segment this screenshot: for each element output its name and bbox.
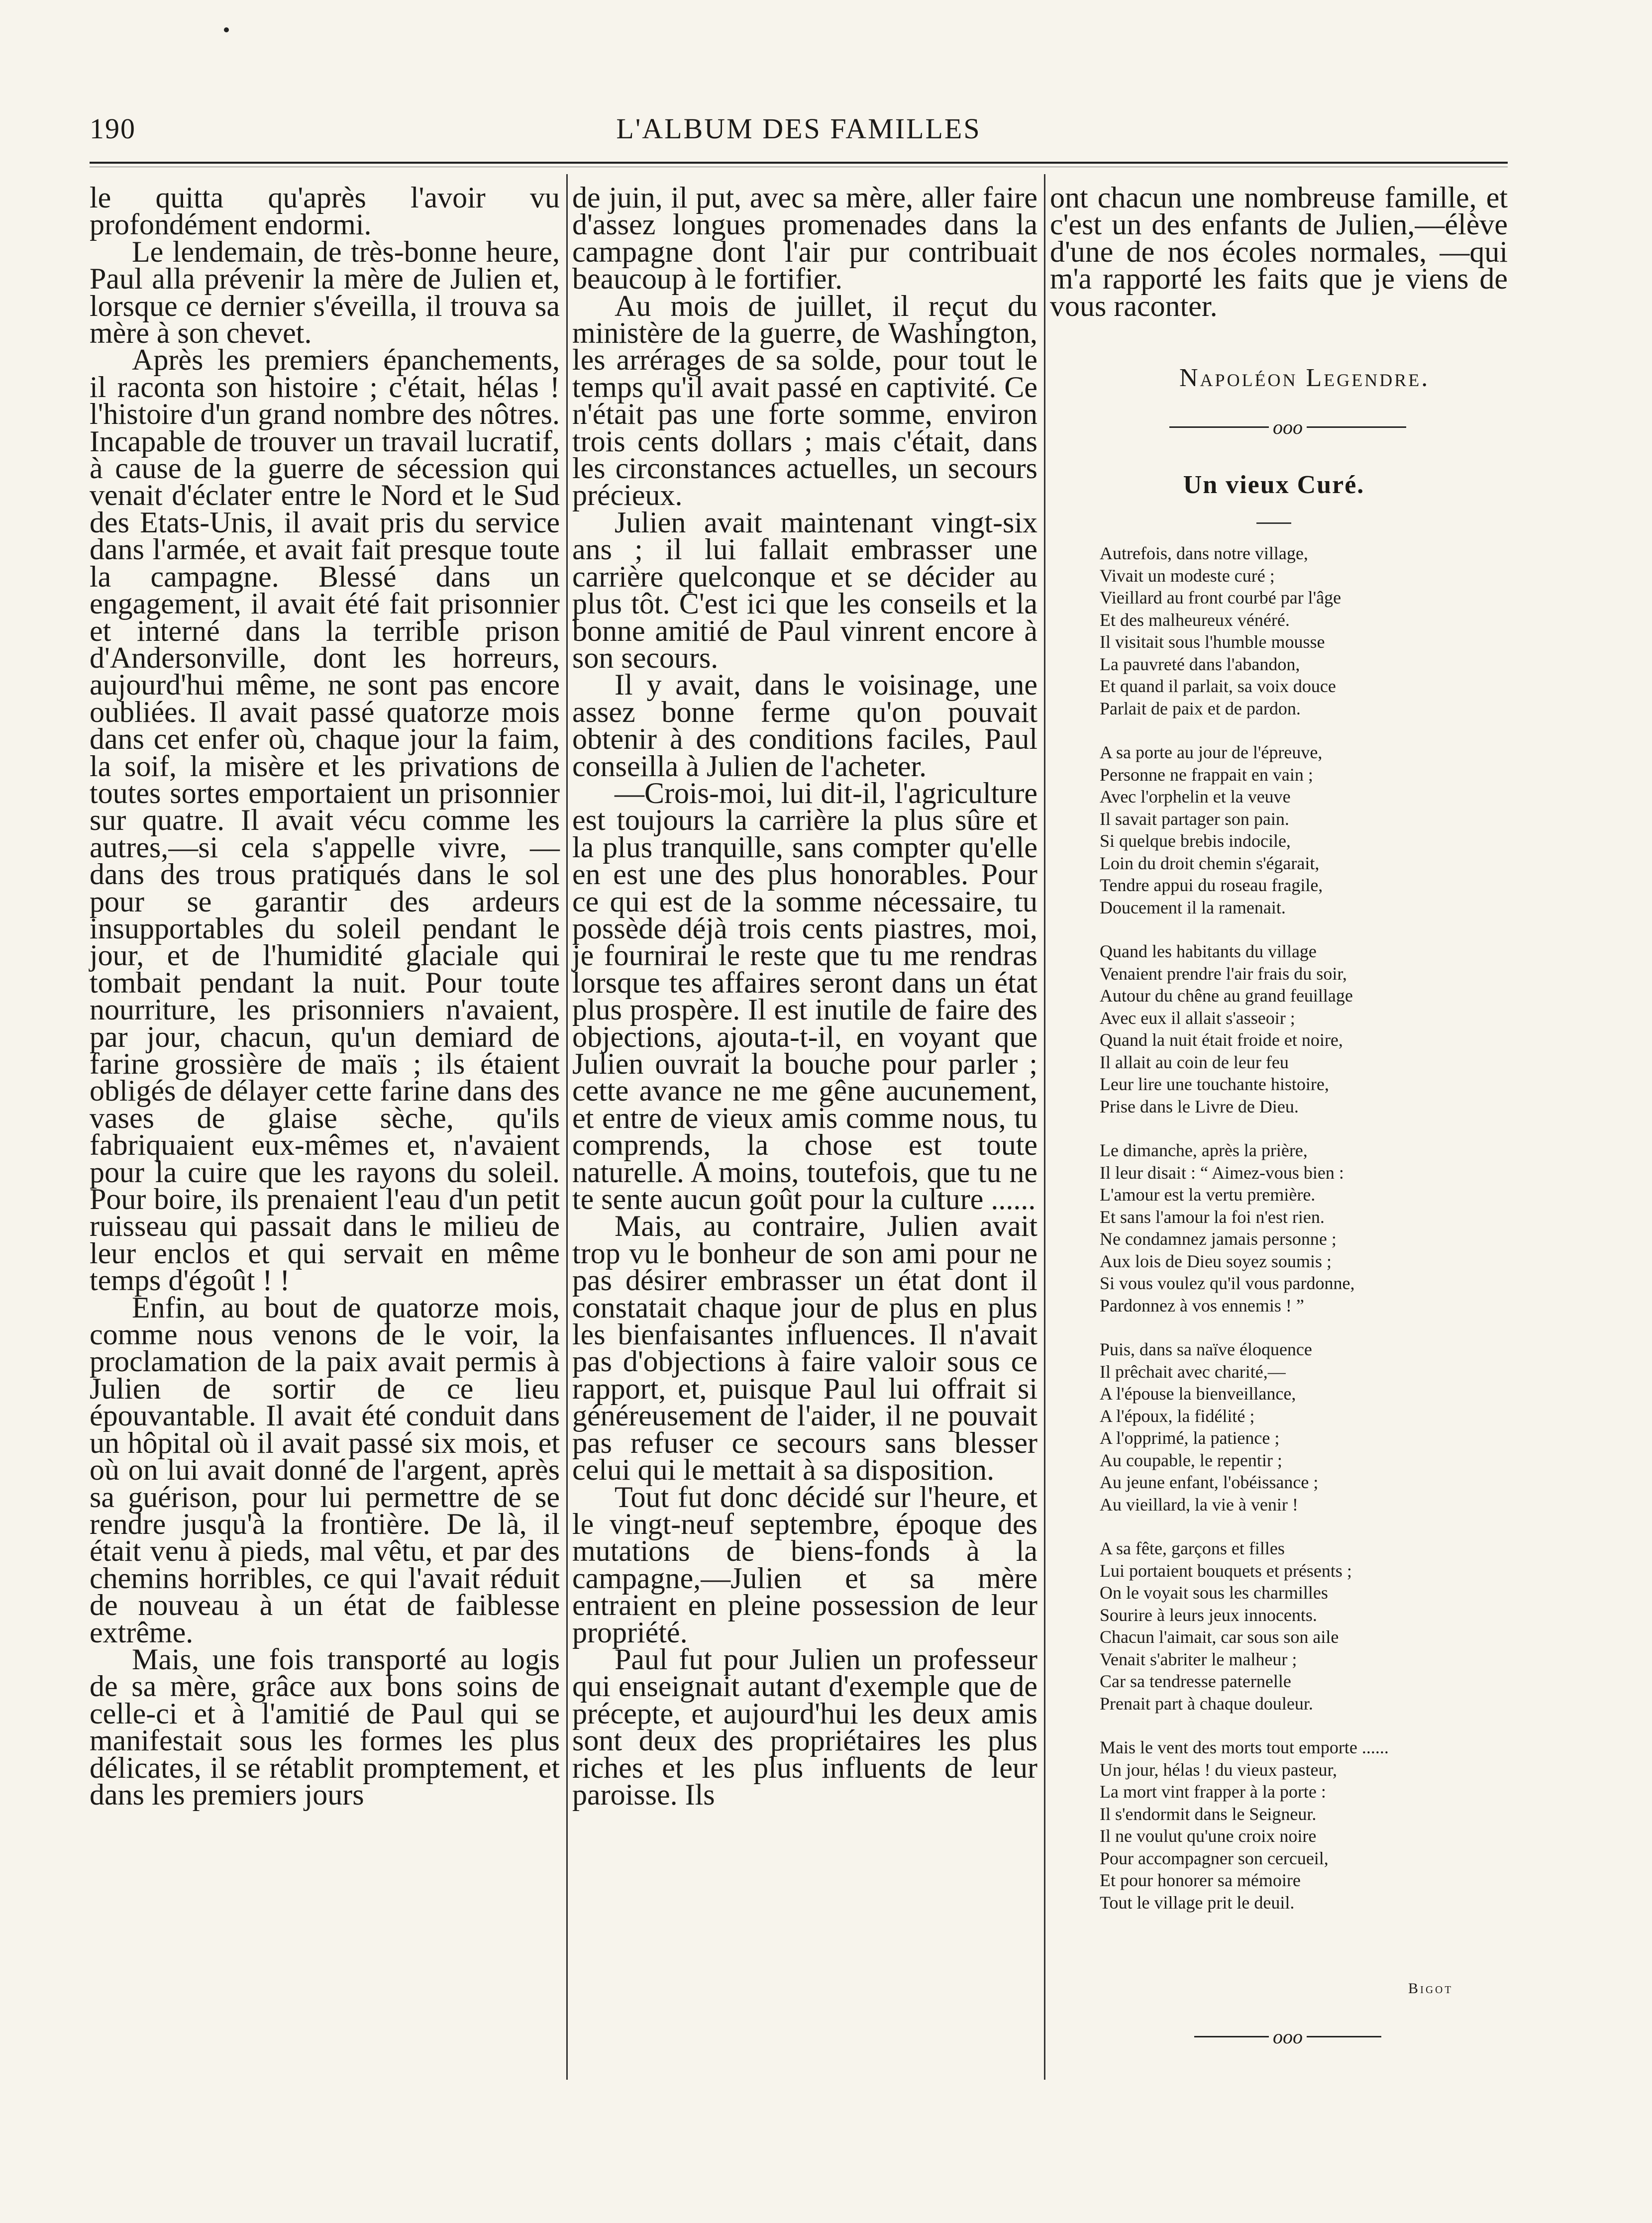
poem-line: Prise dans le Livre de Dieu. xyxy=(1100,1096,1299,1116)
paragraph: Mais, une fois transporté au logis de sa mère, grâce aux bons soins de celle-ci et à l'amitié de Paul qui se manifestait sous les formes les plus délicates, il se rétablit promptement, et dans les premiers jours xyxy=(90,1642,560,1811)
poem-line: Quand les habitants du village xyxy=(1100,941,1317,961)
column-divider xyxy=(566,174,568,2080)
poem-line: Quand la nuit était froide et noire, xyxy=(1100,1030,1343,1050)
poem-line: Au vieillard, la vie à venir ! xyxy=(1100,1494,1298,1515)
poem-line: Vieillard au front courbé par l'âge xyxy=(1100,588,1342,607)
poem-line: Il ne voulut qu'une croix noire xyxy=(1100,1826,1317,1846)
poem-line: Mais le vent des morts tout emporte ...... xyxy=(1100,1737,1389,1757)
poem-line: Et sans l'amour la foi n'est rien. xyxy=(1100,1207,1325,1227)
paragraph: Mais, au contraire, Julien avait trop vu le bonheur de son ami pour ne pas désirer embrasser un état dont il constatait chaque jour de plus en plus les bienfaisantes influences. Il n'avait pas d'objections à faire valoir sous ce rapport, et, puisque Paul lui offrait si généreusement de l'aider, il ne pouvait pas refuser ce secours sans blesser celui qui le mettait à sa disposition. xyxy=(572,1210,1037,1487)
poem-line: Et des malheureux vénéré. xyxy=(1100,609,1290,630)
poem-line: Pour accompagner son cercueil, xyxy=(1100,1848,1329,1868)
poem-line: Et quand il parlait, sa voix douce xyxy=(1100,676,1336,696)
poem-line: Il leur disait : “ Aimez-vous bien : xyxy=(1100,1162,1344,1183)
poem-stanza xyxy=(1100,1537,1508,1715)
column-2 xyxy=(572,181,1037,1811)
poem-stanza xyxy=(1100,542,1508,719)
separator-line xyxy=(1169,426,1269,428)
poem-line: Il s'endormit dans le Seigneur. xyxy=(1100,1804,1317,1824)
separator-line xyxy=(1194,2036,1269,2037)
poem-line: Il prêchait avec charité,— xyxy=(1100,1361,1286,1382)
poem-line: A l'opprimé, la patience ; xyxy=(1100,1428,1280,1448)
poem-line: Il savait partager son pain. xyxy=(1100,808,1289,829)
poem-line: La pauvreté dans l'abandon, xyxy=(1100,654,1300,674)
poem-line: Doucement il la ramenait. xyxy=(1100,897,1286,917)
poem-line: Au jeune enfant, l'obéissance ; xyxy=(1100,1472,1319,1492)
poem-line: A sa fête, garçons et filles xyxy=(1100,1538,1285,1558)
poem-title: Un vieux Curé. xyxy=(1183,471,1365,499)
poem-line: L'amour est la vertu première. xyxy=(1100,1185,1316,1205)
poem-line: Lui portaient bouquets et présents ; xyxy=(1100,1560,1352,1581)
poem-line: Tout le village prit le deuil. xyxy=(1100,1892,1295,1913)
poem-line: Avec eux il allait s'asseoir ; xyxy=(1100,1008,1295,1028)
poem-line: A l'épouse la bienveillance, xyxy=(1100,1384,1296,1404)
poem-line: Le dimanche, après la prière, xyxy=(1100,1140,1308,1160)
poem-line: Au coupable, le repentir ; xyxy=(1100,1450,1282,1470)
poem-stanza xyxy=(1100,1338,1508,1516)
paragraph: Au mois de juillet, il reçut du ministère de la guerre, de Washington, les arrérages de sa solde, pour tout le temps qu'il avait passé en captivité. Ce n'était pas une forte somme, environ trois cents dollars ; mais c'était, dans les circonstances actuelles, un secours précieux. xyxy=(572,289,1037,512)
poem-line: Car sa tendresse paternelle xyxy=(1100,1671,1291,1691)
paragraph: de juin, il put, avec sa mère, aller faire d'assez longues promenades dans la campagne dont l'air pur contribuait beaucoup à le fortifier. xyxy=(572,181,1037,296)
poem-line: Si vous voulez qu'il vous pardonne, xyxy=(1100,1273,1355,1293)
ink-speck xyxy=(224,27,229,32)
paragraph: Tout fut donc décidé sur l'heure, et le vingt-neuf septembre, époque des mutations de biens-fonds à la campagne,—Julien et sa mère entraient en pleine possession de leur propriété. xyxy=(572,1480,1037,1649)
poem-line: Autour du chêne au grand feuillage xyxy=(1100,986,1353,1006)
column-1 xyxy=(90,181,560,1811)
poem-line: Il allait au coin de leur feu xyxy=(1100,1052,1289,1072)
separator-line xyxy=(1307,426,1406,428)
poem-line: Prenait part à chaque douleur. xyxy=(1100,1693,1313,1714)
poem-line: Loin du droit chemin s'égarait, xyxy=(1100,853,1320,873)
paragraph: le quitta qu'après l'avoir vu profondément endormi. xyxy=(90,181,560,241)
paragraph: ont chacun une nombreuse famille, et c'est un des enfants de Julien,—élève d'une de nos écoles normales, —qui m'a rapporté les faits que je viens de vous raconter. xyxy=(1050,181,1508,322)
column-3 xyxy=(1050,181,1508,322)
poem-line: Personne ne frappait en vain ; xyxy=(1100,764,1313,785)
poem-line: Puis, dans sa naïve éloquence xyxy=(1100,1339,1312,1359)
paragraph: Julien avait maintenant vingt-six ans ; il lui fallait embrasser une carrière quelconque et se décider au plus tôt. C'est ici que les conseils et la bonne amitié de Paul vinrent encore à son secours. xyxy=(572,505,1037,674)
poem-line: Vivait un modeste curé ; xyxy=(1100,565,1275,586)
paragraph: Enfin, au bout de quatorze mois, comme nous venons de le voir, la proclamation de la paix avait permis à Julien de sortir de ce lieu épouvantable. Il avait été conduit dans un hôpital où il avait passé six mois, et où on lui avait donné de l'argent, après sa guérison, pour lui permettre de se rendre jusqu'à la frontière. De là, il était venu à pieds, mal vêtu, et par des chemins horribles, ce qui l'avait réduit de nouveau à un état de faiblesse extrême. xyxy=(90,1291,560,1649)
poem-line: Venaient prendre l'air frais du soir, xyxy=(1100,963,1347,984)
poem-author: Bigot xyxy=(1408,1980,1453,1997)
poem-line: Tendre appui du roseau fragile, xyxy=(1100,875,1323,895)
separator-ornament: ooo xyxy=(1273,2025,1303,2048)
poem-line: Avec l'orphelin et la veuve xyxy=(1100,787,1291,807)
poem-line: Il visitait sous l'humble mousse xyxy=(1100,632,1325,652)
page-header xyxy=(90,112,1508,152)
poem-stanza xyxy=(1100,741,1508,918)
poem-line: Chacun l'aimait, car sous son aile xyxy=(1100,1627,1339,1647)
paragraph: Il y avait, dans le voisinage, une assez bonne ferme qu'on pouvait obtenir à des conditions faciles, Paul conseilla à Julien de l'acheter. xyxy=(572,668,1037,783)
poem-line: Venait s'abriter le malheur ; xyxy=(1100,1649,1297,1669)
paragraph: Après les premiers épanchements, il raconta son histoire ; c'était, hélas ! l'histoire d'un grand nombre des nôtres. Incapable de trouver un travail lucratif, à cause de la guerre de sécession qui venait d'éclater entre le Nord et le Sud des Etats-Unis, il avait pris du service dans l'armée, et avait fait presque toute la campagne. Blessé dans un engagement, il avait été fait prisonnier et interné dans la terrible prison d'Andersonville, dont les horreurs, aujourd'hui même, ne sont pas encore oubliées. Il avait passé quatorze mois dans cet enfer où, chaque jour la faim, la soif, la misère et les privations de toutes sortes emportaient un prisonnier sur quatre. Il avait vécu comme les autres,—si cela s'appelle vivre, — dans des trous pratiqués dans le sol pour se garantir des ardeurs insupportables du soleil pendant le jour, et de l'humidité glaciale qui tombait pendant la nuit. Pour toute nourriture, les prisonniers n'avaient, par jour, chacun, qu'un demiard de farine grossière de maïs ; ils étaient obligés de délayer cette farine dans des vases de glaise sèche, qu'ils fabriquaient eux-mêmes et, n'avaient pour la cuire que les rayons du soleil. Pour boire, ils prenaient l'eau d'un petit ruisseau qui passait dans le milieu de leur enclos et qui servait en même temps d'égoût ! ! xyxy=(90,343,560,1297)
poem-line: La mort vint frapper à la porte : xyxy=(1100,1782,1326,1802)
paragraph: —Crois-moi, lui dit-il, l'agriculture est toujours la carrière la plus sûre et la plus tranquille, sans compter qu'elle en est une des plus honorables. Pour ce qui est de la somme nécessaire, tu possède déjà trois cents piastres, moi, je fournirai le reste que tu me rendras lorsque tes affaires seront dans un état plus prospère. Il est inutile de faire des objections, ajouta-t-il, en voyant que Julien ouvrait la bouche pour parler ; cette avance ne me gêne aucunement, et entre de vieux amis comme nous, tu comprends, la chose est toute naturelle. A moins, toutefois, que tu ne te sente aucun goût pour la culture ...... xyxy=(572,776,1037,1216)
column-divider xyxy=(1044,174,1045,2080)
poem-line: Si quelque brebis indocile, xyxy=(1100,831,1291,851)
poem-line: Autrefois, dans notre village, xyxy=(1100,543,1308,563)
poem-line: A l'époux, la fidélité ; xyxy=(1100,1406,1255,1426)
paragraph: Le lendemain, de très-bonne heure, Paul alla prévenir la mère de Julien et, lorsque ce dernier s'éveilla, il trouva sa mère à son chevet. xyxy=(90,235,560,350)
poem-line: A sa porte au jour de l'épreuve, xyxy=(1100,742,1323,762)
poem-line: Pardonnez à vos ennemis ! ” xyxy=(1100,1295,1304,1315)
poem-stanza xyxy=(1100,1139,1508,1316)
poem-line: Sourire à leurs jeux innocents. xyxy=(1100,1605,1317,1625)
journal-title: L'ALBUM DES FAMILLES xyxy=(616,112,981,145)
header-rule xyxy=(90,162,1508,164)
poem-line: On le voyait sous les charmilles xyxy=(1100,1583,1328,1603)
poem-line: Un jour, hélas ! du vieux pasteur, xyxy=(1100,1759,1337,1780)
page-number: 190 xyxy=(90,112,136,145)
article-signature: Napoléon Legendre. xyxy=(1179,364,1430,392)
title-dash xyxy=(1256,522,1291,524)
paragraph: Paul fut pour Julien un professeur qui enseignait autant d'exemple que de précepte, et aujourd'hui les deux amis sont deux des propriétaires les plus riches et les plus influents de leur paroisse. Ils xyxy=(572,1642,1037,1811)
poem-body xyxy=(1100,542,1508,1935)
poem-line: Aux lois de Dieu soyez soumis ; xyxy=(1100,1251,1332,1271)
end-separator xyxy=(1194,2025,1381,2048)
poem-line: Et pour honorer sa mémoire xyxy=(1100,1870,1301,1890)
poem-stanza xyxy=(1100,940,1508,1117)
section-separator xyxy=(1169,415,1406,439)
separator-ornament: ooo xyxy=(1273,416,1303,438)
poem-line: Ne condamnez jamais personne ; xyxy=(1100,1229,1337,1249)
separator-line xyxy=(1307,2036,1381,2037)
poem-stanza xyxy=(1100,1736,1508,1914)
poem-line: Leur lire une touchante histoire, xyxy=(1100,1074,1329,1094)
poem-line: Parlait de paix et de pardon. xyxy=(1100,698,1301,718)
